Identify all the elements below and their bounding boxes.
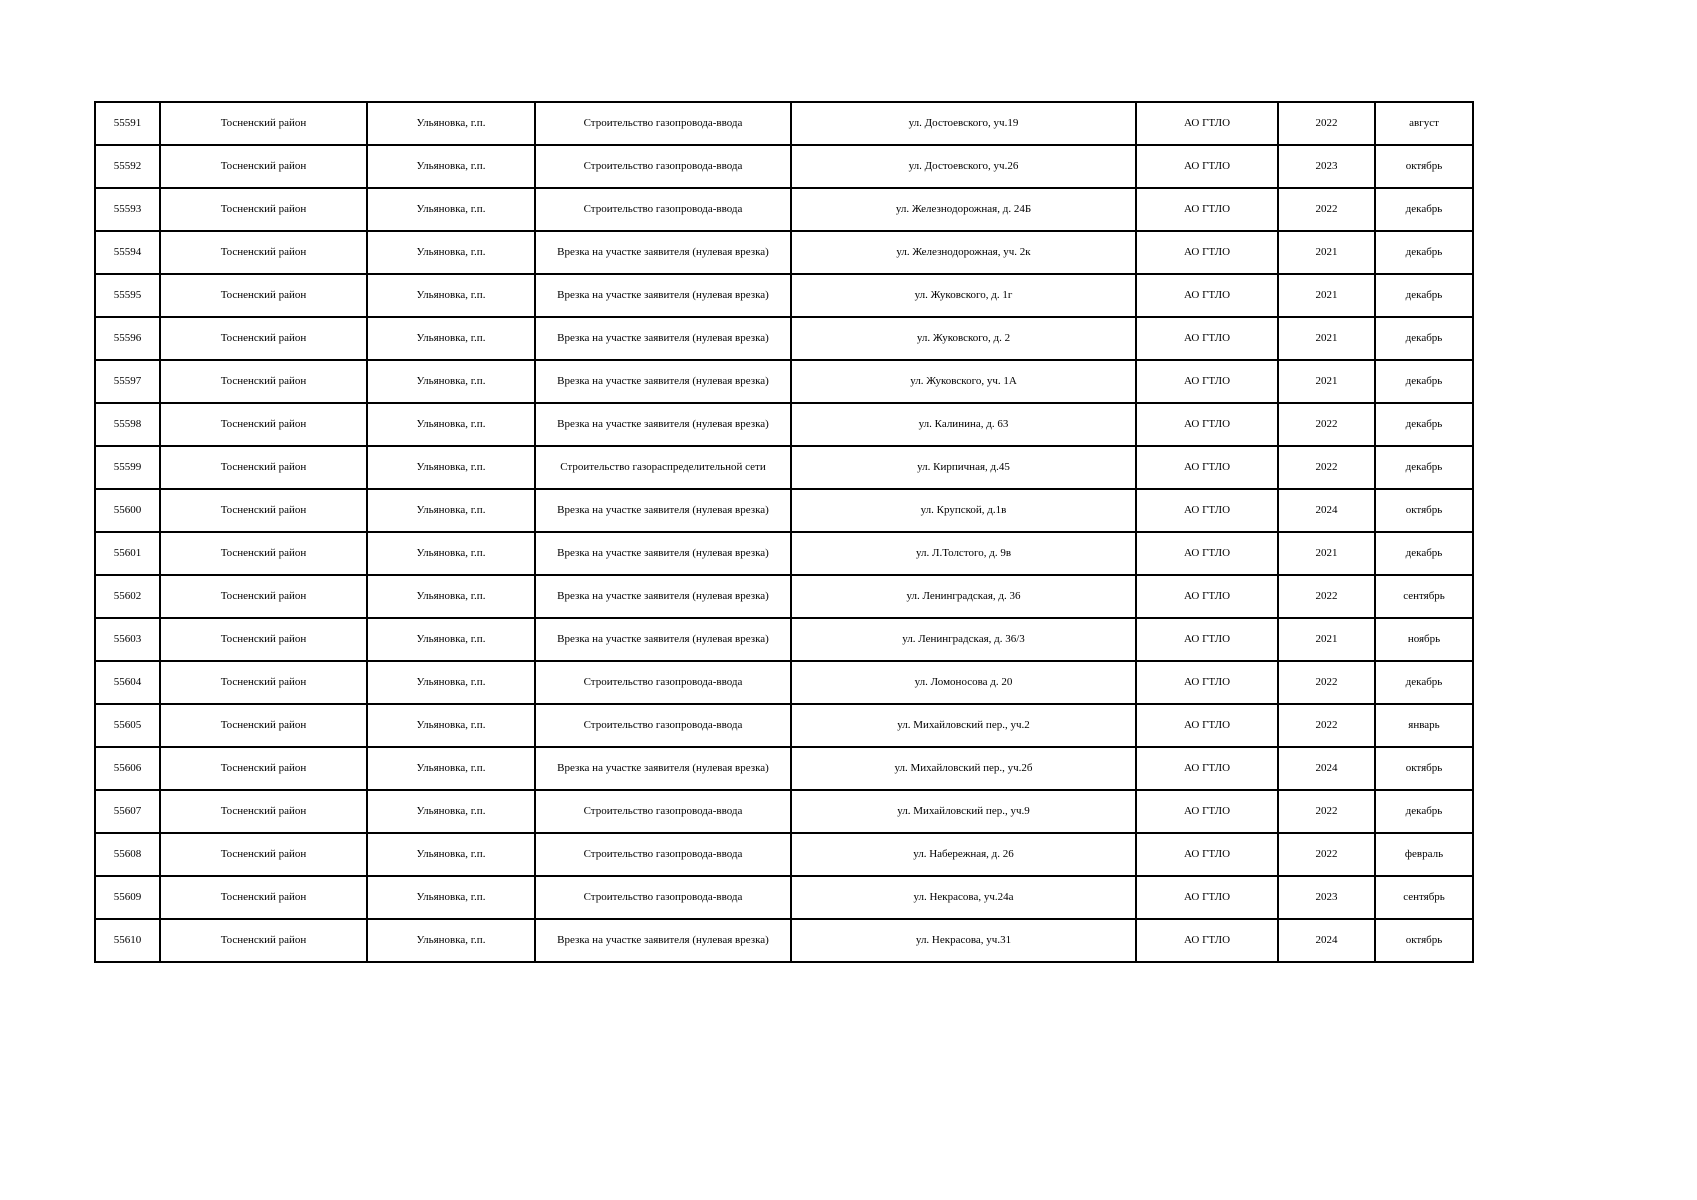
row-id-cell: 55601 xyxy=(95,532,160,575)
work-type-cell: Строительство газопровода-ввода xyxy=(535,704,791,747)
settlement-cell: Ульяновка, г.п. xyxy=(367,661,535,704)
organization-cell: АО ГТЛО xyxy=(1136,446,1278,489)
row-id-cell: 55599 xyxy=(95,446,160,489)
year-cell: 2023 xyxy=(1278,145,1375,188)
work-type-cell: Врезка на участке заявителя (нулевая врезка) xyxy=(535,575,791,618)
organization-cell: АО ГТЛО xyxy=(1136,661,1278,704)
district-cell: Тосненский район xyxy=(160,188,367,231)
year-cell: 2022 xyxy=(1278,833,1375,876)
month-cell: февраль xyxy=(1375,833,1473,876)
work-type-cell: Врезка на участке заявителя (нулевая врезка) xyxy=(535,489,791,532)
organization-cell: АО ГТЛО xyxy=(1136,102,1278,145)
district-cell: Тосненский район xyxy=(160,102,367,145)
table-row xyxy=(95,661,1473,704)
table-row xyxy=(95,704,1473,747)
settlement-cell: Ульяновка, г.п. xyxy=(367,446,535,489)
row-id-cell: 55591 xyxy=(95,102,160,145)
row-id-cell: 55593 xyxy=(95,188,160,231)
work-type-cell: Строительство газопровода-ввода xyxy=(535,661,791,704)
work-type-cell: Врезка на участке заявителя (нулевая врезка) xyxy=(535,618,791,661)
organization-cell: АО ГТЛО xyxy=(1136,618,1278,661)
settlement-cell: Ульяновка, г.п. xyxy=(367,489,535,532)
settlement-cell: Ульяновка, г.п. xyxy=(367,102,535,145)
address-cell: ул. Железнодорожная, уч. 2к xyxy=(791,231,1136,274)
year-cell: 2021 xyxy=(1278,317,1375,360)
year-cell: 2021 xyxy=(1278,532,1375,575)
settlement-cell: Ульяновка, г.п. xyxy=(367,747,535,790)
address-cell: ул. Жуковского, д. 1г xyxy=(791,274,1136,317)
work-type-cell: Врезка на участке заявителя (нулевая врезка) xyxy=(535,403,791,446)
row-id-cell: 55608 xyxy=(95,833,160,876)
organization-cell: АО ГТЛО xyxy=(1136,919,1278,962)
settlement-cell: Ульяновка, г.п. xyxy=(367,790,535,833)
year-cell: 2022 xyxy=(1278,188,1375,231)
year-cell: 2024 xyxy=(1278,747,1375,790)
organization-cell: АО ГТЛО xyxy=(1136,489,1278,532)
work-type-cell: Строительство газопровода-ввода xyxy=(535,188,791,231)
table-row xyxy=(95,919,1473,962)
district-cell: Тосненский район xyxy=(160,489,367,532)
address-cell: ул. Л.Толстого, д. 9в xyxy=(791,532,1136,575)
row-id-cell: 55604 xyxy=(95,661,160,704)
table-row xyxy=(95,575,1473,618)
address-cell: ул. Некрасова, уч.24а xyxy=(791,876,1136,919)
year-cell: 2024 xyxy=(1278,489,1375,532)
gasification-table xyxy=(94,101,1474,963)
table-row xyxy=(95,102,1473,145)
month-cell: декабрь xyxy=(1375,188,1473,231)
district-cell: Тосненский район xyxy=(160,661,367,704)
work-type-cell: Врезка на участке заявителя (нулевая врезка) xyxy=(535,231,791,274)
month-cell: декабрь xyxy=(1375,317,1473,360)
row-id-cell: 55610 xyxy=(95,919,160,962)
table-row xyxy=(95,403,1473,446)
year-cell: 2022 xyxy=(1278,704,1375,747)
district-cell: Тосненский район xyxy=(160,575,367,618)
table-row xyxy=(95,532,1473,575)
work-type-cell: Строительство газопровода-ввода xyxy=(535,145,791,188)
table-body xyxy=(95,102,1473,962)
organization-cell: АО ГТЛО xyxy=(1136,704,1278,747)
month-cell: октябрь xyxy=(1375,489,1473,532)
month-cell: октябрь xyxy=(1375,145,1473,188)
year-cell: 2022 xyxy=(1278,446,1375,489)
organization-cell: АО ГТЛО xyxy=(1136,575,1278,618)
settlement-cell: Ульяновка, г.п. xyxy=(367,532,535,575)
row-id-cell: 55597 xyxy=(95,360,160,403)
work-type-cell: Строительство газораспределительной сети xyxy=(535,446,791,489)
table-row xyxy=(95,489,1473,532)
table-row xyxy=(95,747,1473,790)
table-row xyxy=(95,274,1473,317)
organization-cell: АО ГТЛО xyxy=(1136,833,1278,876)
work-type-cell: Строительство газопровода-ввода xyxy=(535,833,791,876)
district-cell: Тосненский район xyxy=(160,919,367,962)
organization-cell: АО ГТЛО xyxy=(1136,274,1278,317)
month-cell: декабрь xyxy=(1375,790,1473,833)
address-cell: ул. Жуковского, уч. 1А xyxy=(791,360,1136,403)
district-cell: Тосненский район xyxy=(160,360,367,403)
address-cell: ул. Набережная, д. 26 xyxy=(791,833,1136,876)
year-cell: 2022 xyxy=(1278,661,1375,704)
organization-cell: АО ГТЛО xyxy=(1136,532,1278,575)
year-cell: 2022 xyxy=(1278,790,1375,833)
district-cell: Тосненский район xyxy=(160,403,367,446)
organization-cell: АО ГТЛО xyxy=(1136,360,1278,403)
organization-cell: АО ГТЛО xyxy=(1136,317,1278,360)
table-row xyxy=(95,360,1473,403)
work-type-cell: Строительство газопровода-ввода xyxy=(535,876,791,919)
settlement-cell: Ульяновка, г.п. xyxy=(367,360,535,403)
row-id-cell: 55596 xyxy=(95,317,160,360)
month-cell: декабрь xyxy=(1375,274,1473,317)
district-cell: Тосненский район xyxy=(160,532,367,575)
district-cell: Тосненский район xyxy=(160,317,367,360)
row-id-cell: 55602 xyxy=(95,575,160,618)
table-row xyxy=(95,145,1473,188)
address-cell: ул. Михайловский пер., уч.2б xyxy=(791,747,1136,790)
row-id-cell: 55598 xyxy=(95,403,160,446)
month-cell: декабрь xyxy=(1375,532,1473,575)
district-cell: Тосненский район xyxy=(160,145,367,188)
year-cell: 2021 xyxy=(1278,274,1375,317)
year-cell: 2022 xyxy=(1278,102,1375,145)
row-id-cell: 55603 xyxy=(95,618,160,661)
table-row xyxy=(95,876,1473,919)
district-cell: Тосненский район xyxy=(160,747,367,790)
month-cell: декабрь xyxy=(1375,360,1473,403)
month-cell: октябрь xyxy=(1375,747,1473,790)
table-row xyxy=(95,790,1473,833)
district-cell: Тосненский район xyxy=(160,231,367,274)
work-type-cell: Врезка на участке заявителя (нулевая врезка) xyxy=(535,747,791,790)
organization-cell: АО ГТЛО xyxy=(1136,790,1278,833)
row-id-cell: 55605 xyxy=(95,704,160,747)
settlement-cell: Ульяновка, г.п. xyxy=(367,876,535,919)
district-cell: Тосненский район xyxy=(160,274,367,317)
settlement-cell: Ульяновка, г.п. xyxy=(367,145,535,188)
settlement-cell: Ульяновка, г.п. xyxy=(367,188,535,231)
address-cell: ул. Калинина, д. 63 xyxy=(791,403,1136,446)
table-row xyxy=(95,446,1473,489)
work-type-cell: Строительство газопровода-ввода xyxy=(535,102,791,145)
district-cell: Тосненский район xyxy=(160,618,367,661)
table-row xyxy=(95,188,1473,231)
month-cell: январь xyxy=(1375,704,1473,747)
settlement-cell: Ульяновка, г.п. xyxy=(367,403,535,446)
month-cell: декабрь xyxy=(1375,403,1473,446)
address-cell: ул. Жуковского, д. 2 xyxy=(791,317,1136,360)
work-type-cell: Строительство газопровода-ввода xyxy=(535,790,791,833)
address-cell: ул. Ломоносова д. 20 xyxy=(791,661,1136,704)
year-cell: 2021 xyxy=(1278,618,1375,661)
district-cell: Тосненский район xyxy=(160,876,367,919)
month-cell: декабрь xyxy=(1375,661,1473,704)
address-cell: ул. Некрасова, уч.31 xyxy=(791,919,1136,962)
row-id-cell: 55606 xyxy=(95,747,160,790)
row-id-cell: 55607 xyxy=(95,790,160,833)
address-cell: ул. Крупской, д.1в xyxy=(791,489,1136,532)
organization-cell: АО ГТЛО xyxy=(1136,403,1278,446)
settlement-cell: Ульяновка, г.п. xyxy=(367,704,535,747)
month-cell: сентябрь xyxy=(1375,876,1473,919)
year-cell: 2022 xyxy=(1278,575,1375,618)
organization-cell: АО ГТЛО xyxy=(1136,876,1278,919)
district-cell: Тосненский район xyxy=(160,790,367,833)
settlement-cell: Ульяновка, г.п. xyxy=(367,919,535,962)
settlement-cell: Ульяновка, г.п. xyxy=(367,231,535,274)
month-cell: декабрь xyxy=(1375,446,1473,489)
year-cell: 2023 xyxy=(1278,876,1375,919)
address-cell: ул. Кирпичная, д.45 xyxy=(791,446,1136,489)
row-id-cell: 55600 xyxy=(95,489,160,532)
settlement-cell: Ульяновка, г.п. xyxy=(367,833,535,876)
month-cell: декабрь xyxy=(1375,231,1473,274)
work-type-cell: Врезка на участке заявителя (нулевая врезка) xyxy=(535,532,791,575)
month-cell: ноябрь xyxy=(1375,618,1473,661)
organization-cell: АО ГТЛО xyxy=(1136,145,1278,188)
address-cell: ул. Ленинградская, д. 36 xyxy=(791,575,1136,618)
organization-cell: АО ГТЛО xyxy=(1136,188,1278,231)
month-cell: сентябрь xyxy=(1375,575,1473,618)
year-cell: 2024 xyxy=(1278,919,1375,962)
row-id-cell: 55595 xyxy=(95,274,160,317)
address-cell: ул. Достоевского, уч.26 xyxy=(791,145,1136,188)
work-type-cell: Врезка на участке заявителя (нулевая врезка) xyxy=(535,919,791,962)
address-cell: ул. Достоевского, уч.19 xyxy=(791,102,1136,145)
address-cell: ул. Михайловский пер., уч.2 xyxy=(791,704,1136,747)
settlement-cell: Ульяновка, г.п. xyxy=(367,317,535,360)
settlement-cell: Ульяновка, г.п. xyxy=(367,575,535,618)
work-type-cell: Врезка на участке заявителя (нулевая врезка) xyxy=(535,360,791,403)
table-row xyxy=(95,231,1473,274)
row-id-cell: 55609 xyxy=(95,876,160,919)
year-cell: 2021 xyxy=(1278,360,1375,403)
district-cell: Тосненский район xyxy=(160,833,367,876)
address-cell: ул. Михайловский пер., уч.9 xyxy=(791,790,1136,833)
row-id-cell: 55592 xyxy=(95,145,160,188)
year-cell: 2022 xyxy=(1278,403,1375,446)
organization-cell: АО ГТЛО xyxy=(1136,231,1278,274)
settlement-cell: Ульяновка, г.п. xyxy=(367,618,535,661)
table-row xyxy=(95,317,1473,360)
organization-cell: АО ГТЛО xyxy=(1136,747,1278,790)
address-cell: ул. Железнодорожная, д. 24Б xyxy=(791,188,1136,231)
month-cell: август xyxy=(1375,102,1473,145)
address-cell: ул. Ленинградская, д. 36/3 xyxy=(791,618,1136,661)
work-type-cell: Врезка на участке заявителя (нулевая врезка) xyxy=(535,274,791,317)
table-row xyxy=(95,618,1473,661)
district-cell: Тосненский район xyxy=(160,704,367,747)
district-cell: Тосненский район xyxy=(160,446,367,489)
table-row xyxy=(95,833,1473,876)
year-cell: 2021 xyxy=(1278,231,1375,274)
row-id-cell: 55594 xyxy=(95,231,160,274)
settlement-cell: Ульяновка, г.п. xyxy=(367,274,535,317)
month-cell: октябрь xyxy=(1375,919,1473,962)
work-type-cell: Врезка на участке заявителя (нулевая врезка) xyxy=(535,317,791,360)
